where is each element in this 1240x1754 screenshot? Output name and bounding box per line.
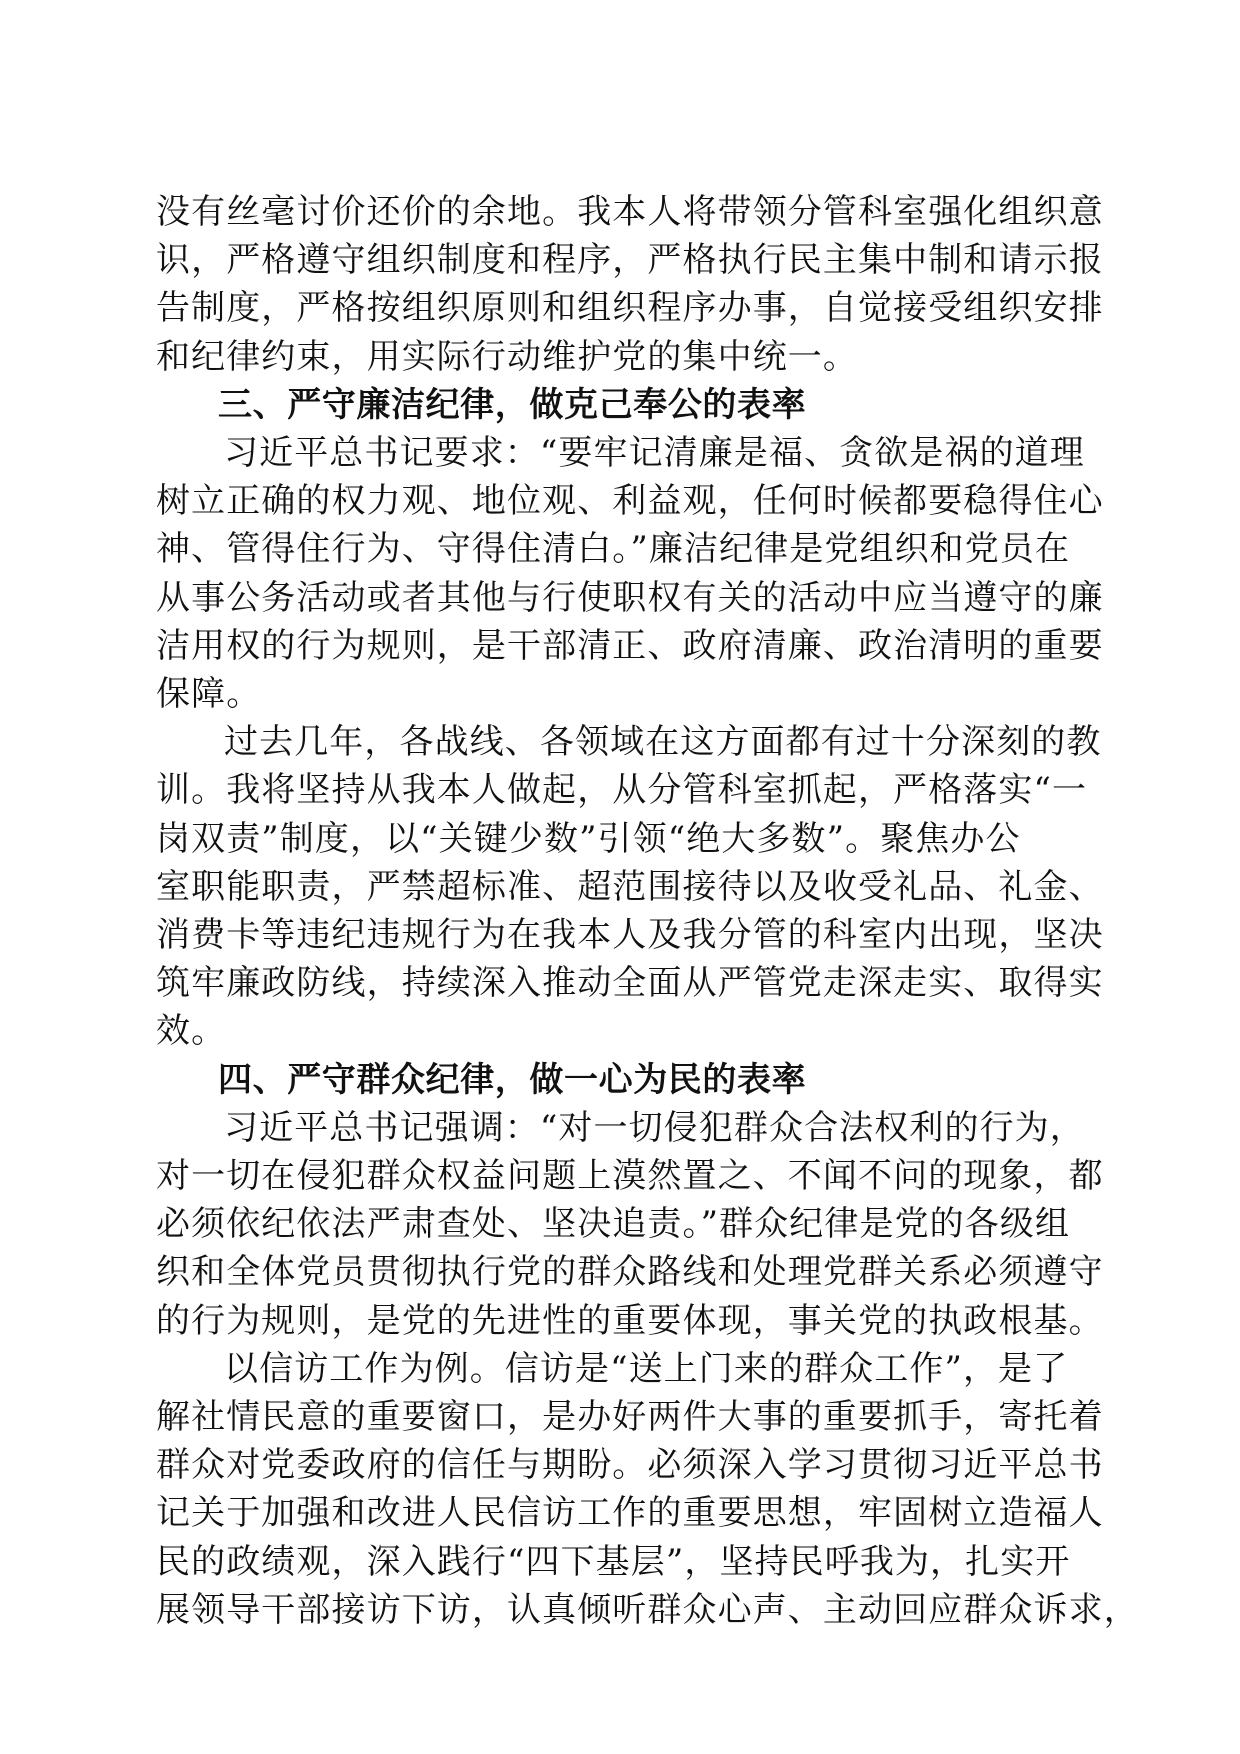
- section-heading: 四、严守群众纪律，做一心为民的表率: [218, 1059, 807, 1100]
- paragraph-line: 从事公务活动或者其他与行使职权有关的活动中应当遵守的廉: [156, 577, 1104, 618]
- paragraph-line: 洁用权的行为规则，是干部清正、政府清廉、政治清明的重要: [156, 625, 1104, 666]
- paragraph-line: 记关于加强和改进人民信访工作的重要思想，牢固树立造福人: [156, 1493, 1104, 1534]
- paragraph-line: 习近平总书记要求：“要牢记清廉是福、贪欲是祸的道理: [224, 433, 1085, 473]
- paragraph-line: 效。: [156, 1011, 227, 1052]
- section-heading: 三、严守廉洁纪律，做克己奉公的表率: [218, 384, 807, 425]
- paragraph-line: 解社情民意的重要窗口，是办好两件大事的重要抓手，寄托着: [156, 1397, 1104, 1437]
- paragraph-line: 展领导干部接访下访，认真倾听群众心声、主动回应群众诉求，: [156, 1589, 1139, 1630]
- paragraph-line: 岗双责”制度，以“关键少数”引领“绝大多数”。聚焦办公: [156, 818, 1021, 859]
- paragraph-line: 必须依纪依法严肃查处、坚决追责。”群众纪律是党的各级组: [156, 1204, 1071, 1245]
- paragraph-line: 民的政绩观，深入践行“四下基层”，坚持民呼我为，扎实开: [156, 1541, 1071, 1582]
- paragraph-line: 对一切在侵犯群众权益问题上漠然置之、不闻不问的现象，都: [156, 1156, 1104, 1196]
- paragraph-line: 习近平总书记强调：“对一切侵犯群众合法权利的行为，: [224, 1107, 1085, 1148]
- paragraph-line: 和纪律约束，用实际行动维护党的集中统一。: [156, 336, 858, 377]
- paragraph-line: 织和全体党员贯彻执行党的群众路线和处理党群关系必须遵守: [156, 1252, 1104, 1293]
- paragraph-line: 保障。: [156, 674, 262, 714]
- paragraph-line: 过去几年，各战线、各领域在这方面都有过十分深刻的教: [224, 722, 1102, 763]
- paragraph-line: 室职能职责，严禁超标准、超范围接待以及收受礼品、礼金、: [156, 866, 1104, 907]
- paragraph-line: 没有丝毫讨价还价的余地。我本人将带领分管科室强化组织意: [156, 192, 1104, 232]
- paragraph-line: 告制度，严格按组织原则和组织程序办事，自觉接受组织安排: [156, 288, 1104, 329]
- paragraph-line: 识，严格遵守组织制度和程序，严格执行民主集中制和请示报: [156, 240, 1104, 281]
- paragraph-line: 训。我将坚持从我本人做起，从分管科室抓起，严格落实“一: [156, 770, 1088, 811]
- paragraph-line: 以信访工作为例。信访是“送上门来的群众工作”，是了: [224, 1348, 1069, 1389]
- paragraph-line: 树立正确的权力观、地位观、利益观，任何时候都要稳得住心: [156, 481, 1104, 522]
- paragraph-line: 神、管得住行为、守得住清白。”廉洁纪律是党组织和党员在: [156, 529, 1071, 570]
- paragraph-line: 群众对党委政府的信任与期盼。必须深入学习贯彻习近平总书: [156, 1445, 1104, 1486]
- paragraph-line: 消费卡等违纪违规行为在我本人及我分管的科室内出现，坚决: [156, 915, 1104, 955]
- paragraph-line: 筑牢廉政防线，持续深入推动全面从严管党走深走实、取得实: [156, 963, 1104, 1004]
- paragraph-line: 的行为规则，是党的先进性的重要体现，事关党的执政根基。: [156, 1300, 1104, 1341]
